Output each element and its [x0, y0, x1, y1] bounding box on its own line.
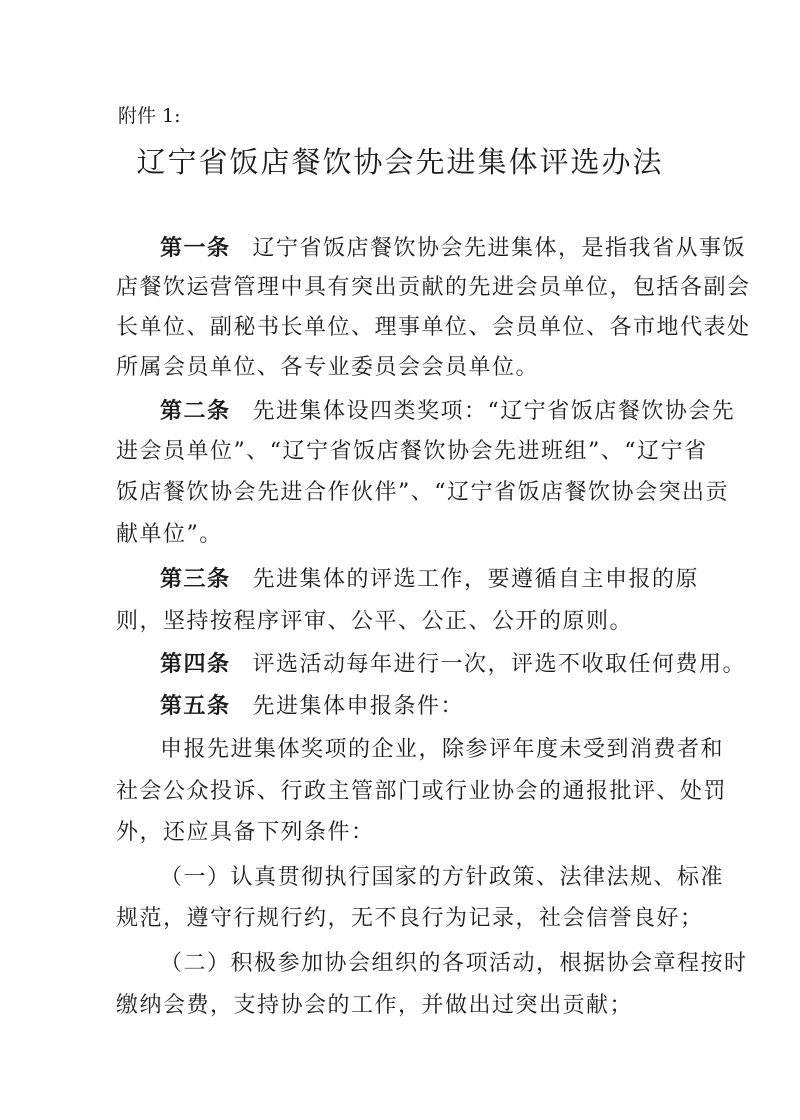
document-title: 辽宁省饭店餐饮协会先进集体评选办法 [136, 145, 664, 179]
item-2-line-1: （二）积极参加协会组织的各项活动，根据协会章程按时 [160, 951, 748, 976]
article-1-text-1: 辽宁省饭店餐饮协会先进集体，是指我省从事饭 [252, 236, 747, 261]
article-2-line-1 [160, 396, 735, 427]
item-1-line-1: （一）认真贯彻执行国家的方针政策、法律法规、标准 [160, 865, 725, 890]
article-3-text-1: 先进集体的评选工作，要遵循自主申报的原 [252, 567, 700, 592]
article-4-text-1: 评选活动每年进行一次，评选不收取任何费用。 [252, 652, 747, 677]
item-2-line-2: 缴纳会费，支持协会的工作，并做出过突出贡献； [116, 993, 634, 1018]
article-1-line-3: 长单位、副秘书长单位、理事单位、会员单位、各市地代表处 [116, 315, 751, 340]
article-1-line-1 [160, 233, 746, 264]
article-5-text-1: 先进集体申报条件： [252, 694, 465, 719]
article-1-heading: 第一条 [160, 235, 231, 261]
article-5-line-1 [160, 691, 464, 722]
paragraph-line-3: 外，还应具备下列条件： [116, 820, 375, 845]
article-4-line-1 [160, 649, 746, 680]
article-2-heading: 第二条 [160, 398, 231, 424]
article-3-line-1 [160, 564, 699, 595]
article-2-text-1: 先进集体设四类奖项：“辽宁省饭店餐饮协会先 [252, 399, 736, 424]
article-2-line-4: 献单位”。 [116, 522, 223, 547]
article-3-line-2: 则，坚持按程序评审、公平、公正、公开的原则。 [116, 609, 634, 634]
article-1-line-4: 所属会员单位、各专业委员会会员单位。 [116, 355, 540, 380]
item-1-line-2: 规范，遵守行规行约，无不良行为记录，社会信誉良好； [116, 906, 704, 931]
article-5-heading: 第五条 [160, 693, 231, 719]
attachment-label: 附件 1: [118, 105, 181, 127]
article-2-line-2: 进会员单位”、“辽宁省饭店餐饮协会先进班组”、“辽宁省 [116, 439, 708, 464]
article-1-line-2: 店餐饮运营管理中具有突出贡献的先进会员单位，包括各副会 [116, 275, 751, 300]
article-3-heading: 第三条 [160, 566, 231, 592]
paragraph-line-2: 社会公众投诉、行政主管部门或行业协会的通报批评、处罚 [116, 779, 728, 804]
article-2-line-3: 饭店餐饮协会先进合作伙伴”、“辽宁省饭店餐饮协会突出贡 [116, 480, 729, 505]
paragraph-line-1: 申报先进集体奖项的企业，除参评年度未受到消费者和 [160, 737, 725, 762]
article-4-heading: 第四条 [160, 651, 231, 677]
